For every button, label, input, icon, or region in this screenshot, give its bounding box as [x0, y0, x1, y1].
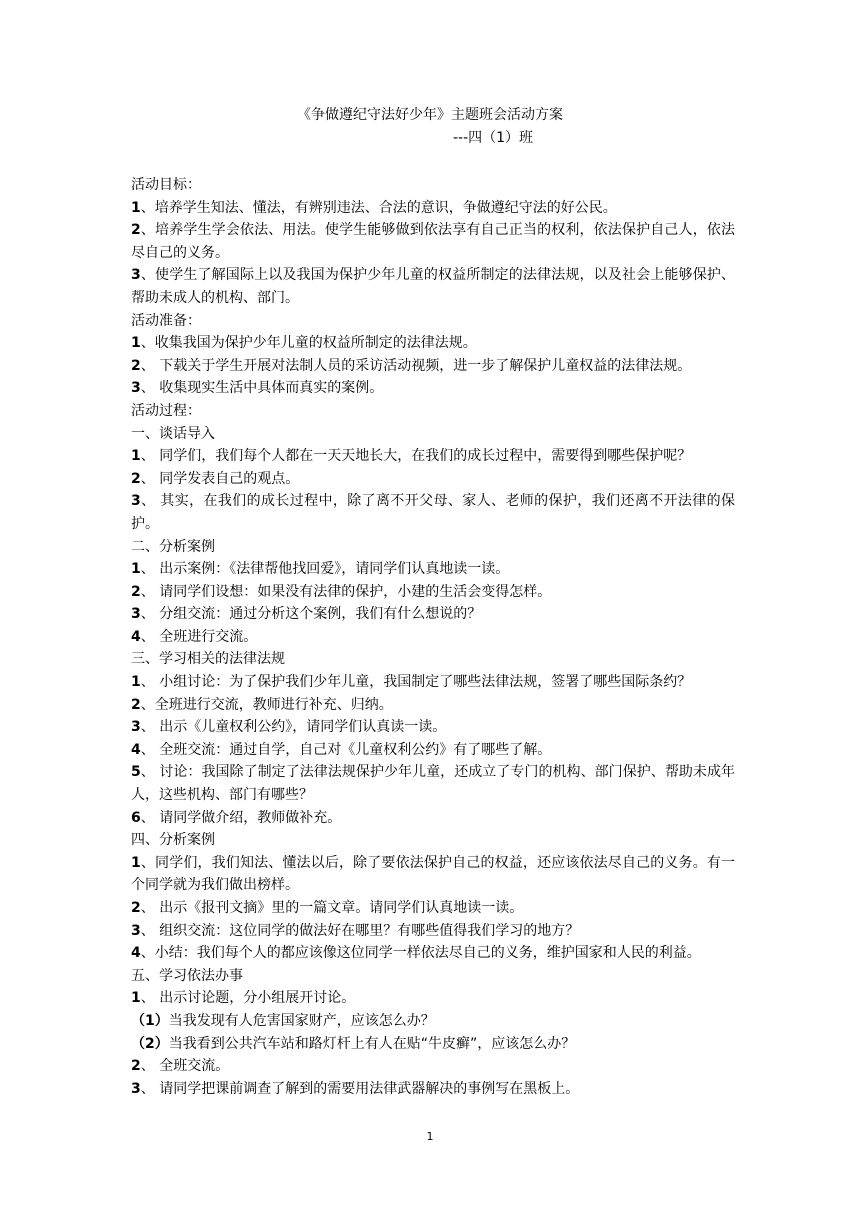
body-line — [131, 581, 735, 604]
body-line — [131, 603, 735, 626]
item-number: 1 — [131, 854, 141, 871]
body-line — [131, 987, 735, 1010]
document-subtitle: ---四（1）班 — [453, 130, 534, 146]
item-text: 五、学习依法办事 — [131, 967, 243, 984]
body-line — [131, 400, 735, 423]
item-text: 二、分析案例 — [131, 538, 215, 555]
body-line — [131, 377, 735, 400]
item-number: （1） — [131, 1012, 169, 1029]
body-line — [131, 807, 735, 830]
page-number: 1 — [426, 1130, 434, 1143]
item-number: 3 — [131, 267, 141, 284]
item-number: 3 — [131, 606, 141, 623]
item-text: 四、分析案例 — [131, 832, 215, 849]
item-text: 三、学习相关的法律法规 — [131, 651, 285, 668]
body-line — [131, 468, 735, 491]
body-line — [131, 197, 735, 220]
item-number: 3 — [131, 380, 141, 397]
item-number: 4 — [131, 945, 141, 962]
body-line — [131, 671, 735, 694]
item-number: 6 — [131, 809, 141, 826]
body-line — [131, 332, 735, 355]
item-number: （2） — [131, 1035, 169, 1052]
body-line — [131, 739, 735, 762]
item-number: 3 — [131, 922, 141, 939]
body-line — [131, 1078, 735, 1101]
item-text: 、全班进行交流，教师进行补充、归纳。 — [140, 696, 393, 713]
item-text: 、 请同学们设想：如果没有法律的保护，小建的生活会变得怎样。 — [140, 583, 552, 600]
item-text: 、收集我国为保护少年儿童的权益所制定的法律法规。 — [140, 335, 477, 352]
item-text: 、 全班交流。 — [140, 1058, 230, 1075]
item-text: 、 同学发表自己的观点。 — [140, 470, 300, 487]
item-number: 4 — [131, 628, 141, 645]
item-text: 活动准备： — [131, 312, 201, 329]
document-body — [131, 174, 735, 1100]
item-text: 一、谈话导入 — [131, 425, 215, 442]
item-text: 、小结：我们每个人的都应该像这位同学一样依法尽自己的义务，维护国家和人民的利益。 — [140, 945, 701, 962]
body-line — [131, 1033, 735, 1056]
body-line — [131, 1010, 735, 1033]
item-number: 2 — [131, 1058, 141, 1075]
item-text: 、 全班进行交流。 — [140, 628, 258, 645]
body-line — [131, 942, 735, 965]
body-line — [131, 174, 735, 197]
item-text: 、 同学们，我们每个人都在一天天地长大，在我们的成长过程中，需要得到哪些保护呢？ — [140, 448, 692, 465]
item-text: 、 组织交流：这位同学的做法好在哪里？有哪些值得我们学习的地方？ — [140, 922, 580, 939]
item-number: 2 — [131, 583, 141, 600]
document-title: 《争做遵纪守法好少年》主题班会活动方案 — [297, 107, 563, 123]
item-text: 、 全班交流：通过自学，自己对《儿童权利公约》有了哪些了解。 — [140, 741, 552, 758]
item-number: 2 — [131, 900, 141, 916]
item-text: 、 出示《儿童权利公约》，请同学们认真读一读。 — [140, 719, 447, 736]
item-text: 、 出示讨论题，分小组展开讨论。 — [140, 990, 356, 1007]
body-line — [131, 445, 735, 468]
item-number: 1 — [131, 561, 141, 578]
item-text: 、 出示案例：《法律帮他找回爱》，请同学们认真地读一读。 — [140, 561, 510, 578]
item-number: 4 — [131, 741, 141, 758]
body-line — [131, 310, 735, 333]
item-number: 1 — [131, 199, 141, 216]
item-text: 、 请同学做介绍，教师做补充。 — [140, 809, 342, 826]
item-text: 、 出示《报刊文摘》里的一篇文章。请同学们认真地读一读。 — [140, 900, 524, 916]
body-line — [131, 264, 735, 309]
body-line — [131, 965, 735, 988]
item-number: 2 — [131, 222, 141, 239]
body-line — [131, 694, 735, 717]
item-number: 2 — [131, 470, 141, 487]
item-text: 、 小组讨论：为了保护我们少年儿童，我国制定了哪些法律法规，签署了哪些国际条约？ — [140, 674, 692, 691]
item-text: 活动目标： — [131, 177, 201, 193]
body-line — [131, 536, 735, 559]
item-number: 1 — [131, 335, 141, 352]
item-number: 1 — [131, 990, 141, 1007]
body-line — [131, 558, 735, 581]
body-line — [131, 852, 735, 897]
item-text: 、 请同学把课前调查了解到的需要用法律武器解决的事例写在黑板上。 — [140, 1080, 580, 1097]
item-text: 、 收集现实生活中具体而真实的案例。 — [140, 380, 384, 397]
item-text: 、培养学生学会依法、用法。使学生能够做到依法享有自己正当的权利，依法保护自己人，依法尽自己的义务。 — [131, 222, 735, 261]
item-number: 2 — [131, 696, 141, 713]
item-number: 2 — [131, 357, 141, 374]
body-line — [131, 761, 735, 806]
body-line — [131, 648, 735, 671]
body-line — [131, 716, 735, 739]
body-line — [131, 219, 735, 264]
item-text: 、培养学生知法、懂法，有辨别违法、合法的意识，争做遵纪守法的好公民。 — [140, 199, 617, 216]
item-number: 3 — [131, 493, 141, 510]
item-text: 、同学们，我们知法、懂法以后，除了要依法保护自己的权益，还应该依法尽自己的义务。有一个同学就为我们做出榜样。 — [131, 854, 735, 894]
body-line — [131, 829, 735, 852]
body-line — [131, 1055, 735, 1078]
item-text: 、 其实，在我们的成长过程中，除了离不开父母、家人、老师的保护，我们还离不开法律的保护。 — [131, 493, 735, 532]
item-number: 1 — [131, 448, 141, 465]
body-line — [131, 920, 735, 943]
body-line — [131, 490, 735, 535]
item-text: 、 下载关于学生开展对法制人员的采访活动视频，进一步了解保护儿童权益的法律法规。 — [140, 357, 692, 374]
item-text: 当我看到公共汽车站和路灯杆上有人在贴“牛皮癣”，应该怎么办？ — [168, 1035, 576, 1052]
item-text: 当我发现有人危害国家财产，应该怎么办？ — [168, 1012, 435, 1029]
item-text: 、 讨论：我国除了制定了法律法规保护少年儿童，还成立了专门的机构、部门保护、帮助未成年人，这些机构、部门有哪些？ — [131, 764, 735, 804]
item-text: 、 分组交流：通过分析这个案例，我们有什么想说的？ — [140, 606, 482, 623]
item-number: 3 — [131, 1080, 141, 1097]
item-number: 3 — [131, 719, 141, 736]
item-text: 、使学生了解国际上以及我国为保护少年儿童的权益所制定的法律法规，以及社会上能够保护、帮助未成人的机构、部门。 — [131, 267, 735, 306]
body-line — [131, 626, 735, 649]
item-number: 5 — [131, 764, 141, 781]
item-text: 活动过程： — [131, 402, 201, 419]
body-line — [131, 423, 735, 446]
item-number: 1 — [131, 674, 141, 691]
body-line — [131, 355, 735, 378]
body-line — [131, 897, 735, 920]
